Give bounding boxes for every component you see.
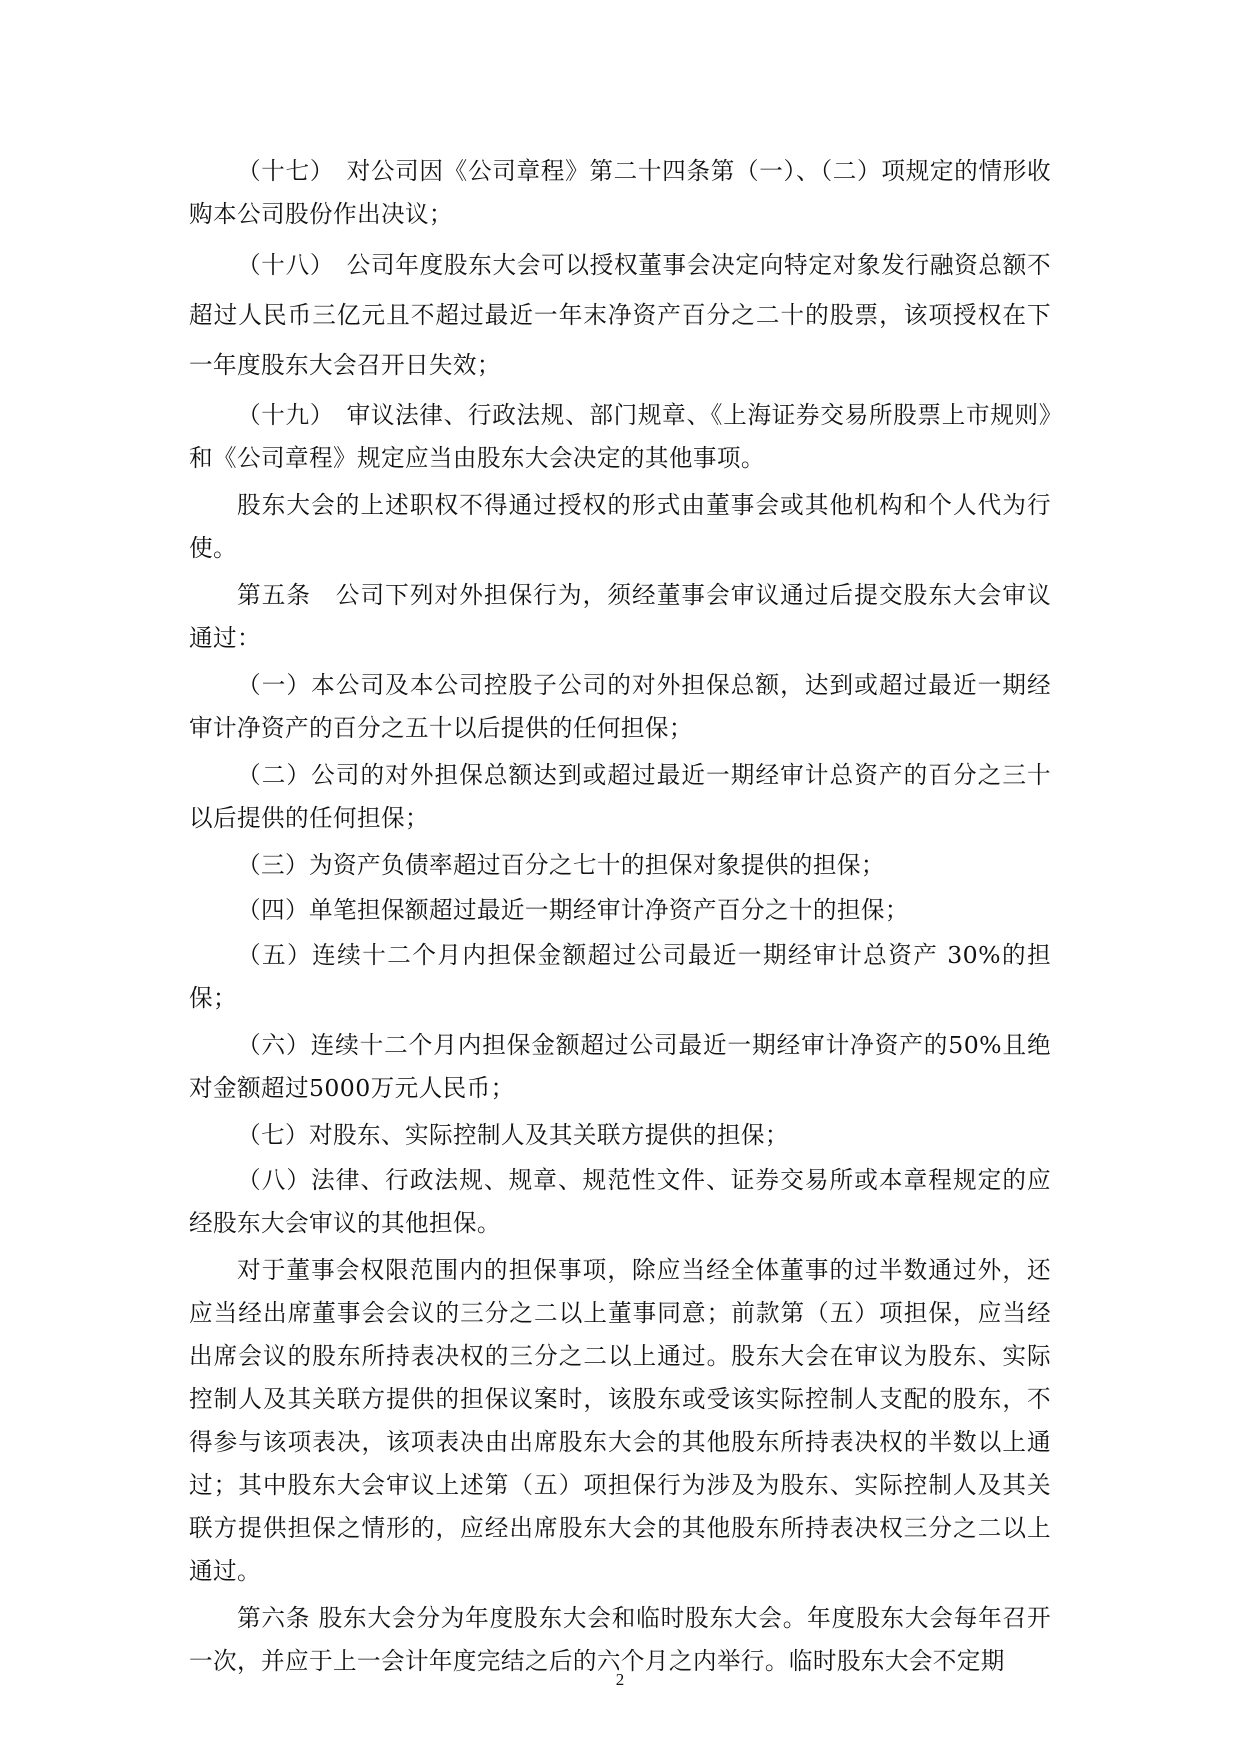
paragraph-guarantee-6: （六）连续十二个月内担保金额超过公司最近一期经审计净资产的50%且绝对金额超过5000万元人民币； [189,1031,1051,1102]
paragraph-article-5: 第五条 公司下列对外担保行为，须经董事会审议通过后提交股东大会审议通过： [189,581,1051,652]
paragraph-guarantee-1: （一）本公司及本公司控股子公司的对外担保总额，达到或超过最近一期经审计净资产的百分之五十以后提供的任何担保； [189,671,1051,742]
paragraph-guarantee-3: （三）为资产负债率超过百分之七十的担保对象提供的担保； [237,851,885,879]
paragraph-item-17: （十七） 对公司因《公司章程》第二十四条第（一）、（二）项规定的情形收购本公司股份作出决议； [189,157,1051,228]
paragraph-board-guarantee-rules: 对于董事会权限范围内的担保事项，除应当经全体董事的过半数通过外，还应当经出席董事会会议的三分之二以上董事同意；前款第（五）项担保，应当经出席会议的股东所持表决权的三分之二以上通过。股东大会在审议为股东、实际控制人及其关联方提供的担保议案时，该股东或受该实际控制人支配的股东，不得参与该项表决，该项表决由出席股东大会的其他股东所持表决权的半数以上通过；其中股东大会审议上述第（五）项担保行为涉及为股东、实际控制人及其关联方提供担保之情形的，应经出席股东大会的其他股东所持表决权三分之二以上通过。 [189,1256,1051,1585]
paragraph-item-19: （十九） 审议法律、行政法规、部门规章、《上海证券交易所股票上市规则》和《公司章程》规定应当由股东大会决定的其他事项。 [189,401,1051,472]
document-body [189,150,1051,1687]
paragraph-guarantee-7: （七）对股东、实际控制人及其关联方提供的担保； [237,1121,789,1149]
paragraph-authority-note: 股东大会的上述职权不得通过授权的形式由董事会或其他机构和个人代为行使。 [189,491,1051,562]
page-number: 2 [615,1670,625,1689]
paragraph-guarantee-5: （五）连续十二个月内担保金额超过公司最近一期经审计总资产 30%的担保； [189,941,1051,1012]
paragraph-guarantee-8: （八）法律、行政法规、规章、规范性文件、证券交易所或本章程规定的应经股东大会审议的其他担保。 [189,1166,1051,1237]
paragraph-guarantee-2: （二）公司的对外担保总额达到或超过最近一期经审计总资产的百分之三十以后提供的任何担保； [189,761,1051,832]
paragraph-item-18: （十八） 公司年度股东大会可以授权董事会决定向特定对象发行融资总额不超过人民币三亿元且不超过最近一年末净资产百分之二十的股票，该项授权在下一年度股东大会召开日失效； [189,251,1051,379]
paragraph-article-6: 第六条 股东大会分为年度股东大会和临时股东大会。年度股东大会每年召开一次，并应于上一会计年度完结之后的六个月之内举行。临时股东大会不定期 [189,1604,1051,1675]
paragraph-guarantee-4: （四）单笔担保额超过最近一期经审计净资产百分之十的担保； [237,896,909,924]
